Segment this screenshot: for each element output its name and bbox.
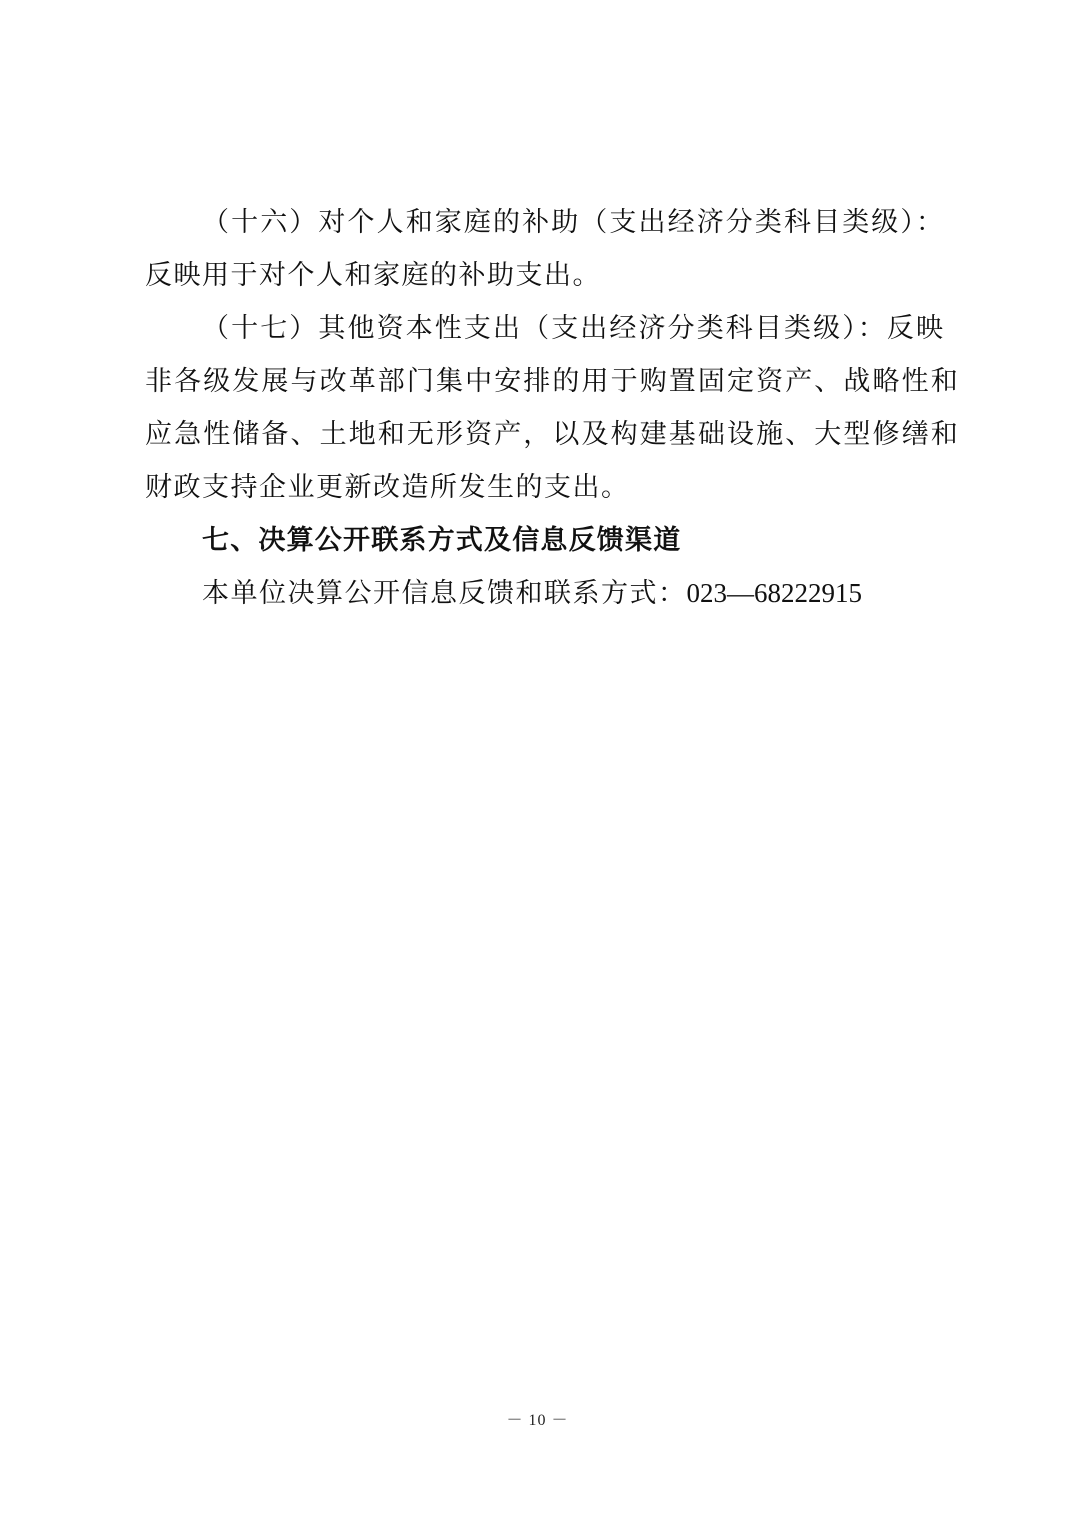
paragraph-line: 财政支持企业更新改造所发生的支出。: [145, 472, 630, 503]
section-heading: 七、决算公开联系方式及信息反馈渠道: [202, 525, 682, 556]
paragraph-other-capital-expenditure: [145, 302, 960, 514]
paragraph-line: 应急性储备、土地和无形资产，以及构建基础设施、大型修缮和: [145, 419, 960, 450]
page-content: [145, 196, 960, 620]
contact-phone: 023—68222915: [686, 578, 862, 608]
contact-line: [145, 567, 945, 620]
paragraph-line: （十六）对个人和家庭的补助（支出经济分类科目类级）：: [202, 207, 946, 238]
contact-label: 本单位决算公开信息反馈和联系方式：: [202, 578, 687, 609]
paragraph-line: 非各级发展与改革部门集中安排的用于购置固定资产、战略性和: [145, 366, 960, 397]
paragraph-line: 反映用于对个人和家庭的补助支出。: [145, 260, 601, 291]
paragraph-personal-family-subsidy: [145, 196, 945, 302]
page-number: － 10 －: [506, 1412, 569, 1429]
paragraph-line: （十七）其他资本性支出（支出经济分类科目类级）：反映: [202, 313, 946, 344]
